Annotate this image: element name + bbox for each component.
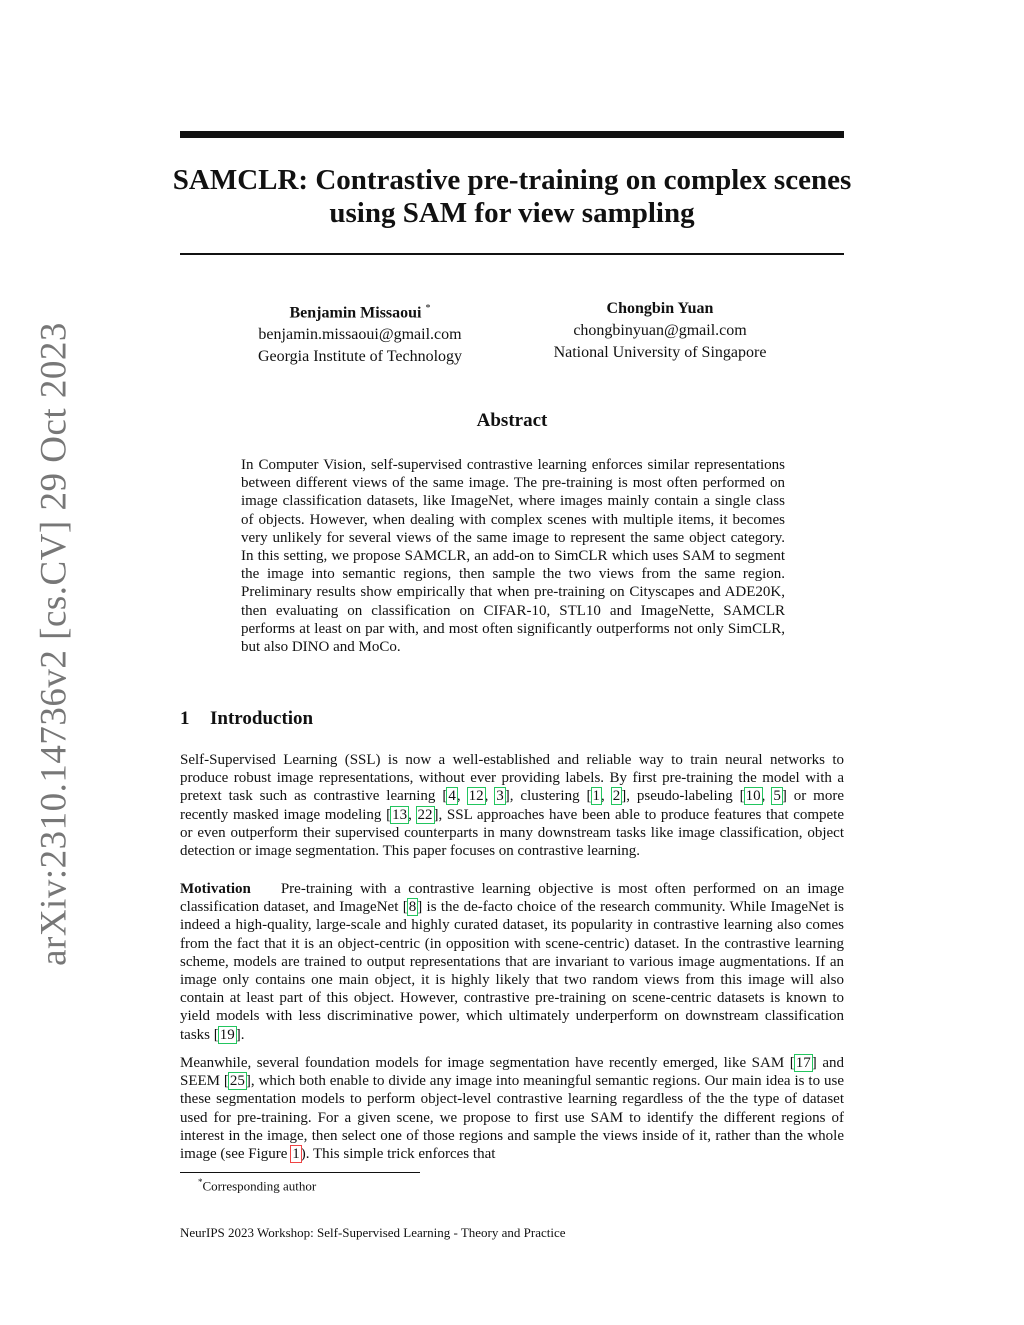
abstract-text: In Computer Vision, self-supervised contrastive learning enforces similar representations between different views of the same image. The pre-training is most often performed on image classification datasets, like ImageNet, where images mainly contain a single class of objects. However, when dealing with complex scenes with multiple items, it becomes very unlikely for several views of the same image to represent the same object category. In this setting, we propose SAMCLR, an add-on to SimCLR which uses SAM to segment the image into semantic regions, then sample the two views from the same region. Preliminary results show empirically that when pre-training on Cityscapes and ADE20K, then evaluating on classification on CIFAR-10, STL10 and ImageNette, SAMCLR performs at least on par with, and most often significantly outperforms not only SimCLR, but also DINO and MoCo. xyxy=(241,457,785,656)
citation-link[interactable]: 25 xyxy=(229,1073,245,1090)
abstract-heading: Abstract xyxy=(476,410,548,431)
intro-paragraph-motivation: Motivation Pre-training with a contrastive learning objective is most often performed on an image classification dataset, and ImageNet [8] is the de-facto choice of the research community. While ImageNet is indeed a high-quality, large-scale and highly curated dataset, its popularity in contrastive learning also comes from the fact that it is an object-centric (in opposition with scene-centric) dataset. In the contrastive learning scheme, models are trained to output representations that are invariant to various image augmentations. If an image only contains one main object, it is highly likely that two random views from this image will also contain at least part of this object. However, contrastive pre-training on scene-centric datasets is known to yield models with less discriminative power, which ultimately underperform on downstream classification tasks [19]. xyxy=(180,881,844,1043)
intro-paragraph-3: Meanwhile, several foundation models for image segmentation have recently emerged, like SAM [17] and SEEM [25], which both enable to divide any image into meaningful semantic regions. Our main idea is to use these segmentation models to perform object-level contrastive learning regardless of the the type of dataset used for pre-training. For a given scene, we propose to first use SAM to identify the different regions of interest in the image, then select one of those regions and sample the views inside of it, rather than the whole image (see Figure 1). This simple trick enforces that xyxy=(180,1055,845,1163)
citation-link[interactable]: 19 xyxy=(219,1026,235,1043)
paper-title xyxy=(170,164,854,230)
citation-link[interactable]: 12 xyxy=(468,788,484,805)
citation-link[interactable]: 8 xyxy=(408,899,417,916)
figure-reference-link[interactable]: 1 xyxy=(292,1146,300,1163)
author-email[interactable]: benjamin.missaoui@gmail.com xyxy=(258,326,462,344)
citation-link[interactable]: 4 xyxy=(448,788,456,805)
section-title: Introduction xyxy=(210,708,314,729)
citation-link[interactable]: 2 xyxy=(612,788,621,805)
author-email[interactable]: chongbinyuan@gmail.com xyxy=(573,322,747,339)
author-name: Chongbin Yuan xyxy=(606,300,714,317)
footnote-rule xyxy=(180,1172,420,1173)
title-line-2: using SAM for view sampling xyxy=(329,197,695,229)
citation-link[interactable]: 3 xyxy=(496,788,504,805)
title-top-rule xyxy=(180,131,844,138)
citation-link[interactable]: 13 xyxy=(392,806,408,823)
venue-footer: NeurIPS 2023 Workshop: Self-Supervised Learning - Theory and Practice xyxy=(180,1225,566,1240)
author-block-2 xyxy=(510,298,810,364)
author-block-1 xyxy=(210,298,510,368)
citation-link[interactable]: 22 xyxy=(417,806,433,823)
author-affiliation: Georgia Institute of Technology xyxy=(257,348,463,366)
citation-link[interactable]: 5 xyxy=(773,788,781,805)
citation-link[interactable]: 10 xyxy=(745,788,761,805)
footnote: *Corresponding author xyxy=(198,1177,317,1194)
title-line-1: SAMCLR: Contrastive pre-training on complex scenes xyxy=(172,164,852,196)
author-affiliation: National University of Singapore xyxy=(553,344,767,361)
arxiv-identifier: arXiv:2310.14736v2 [cs.CV] 29 Oct 2023 xyxy=(33,322,75,966)
section-number: 1 xyxy=(180,708,190,729)
title-bottom-rule xyxy=(180,253,844,255)
author-name: Benjamin Missaoui * xyxy=(289,303,431,322)
section-heading xyxy=(180,708,313,730)
intro-paragraph-1: Self-Supervised Learning (SSL) is now a well-established and reliable way to train neural networks to produce robust image representations, without ever providing labels. By first pre-training the model with a pretext task such as contrastive learning [4, 12, 3], clustering [1, 2], pseudo-labeling [10, 5] or more recently masked image modeling [13, 22], SSL approaches have been able to produce features that compete or even outperform their supervised counterparts in many downstream tasks like image classification, object detection or image segmentation. This paper focuses on contrastive learning. xyxy=(180,752,845,860)
paragraph-heading: Motivation xyxy=(180,881,251,897)
citation-link[interactable]: 17 xyxy=(795,1055,811,1071)
citation-link[interactable]: 1 xyxy=(592,788,601,805)
